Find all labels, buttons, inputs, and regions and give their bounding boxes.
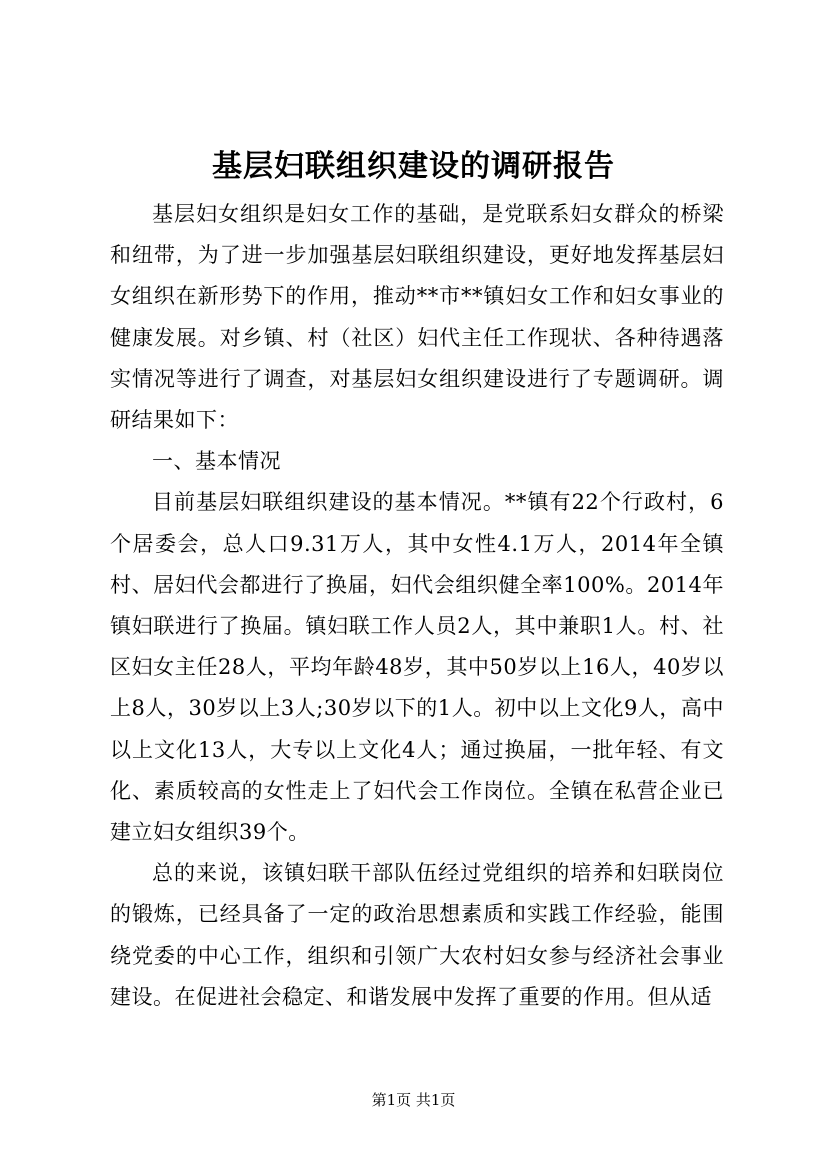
document-title: 基层妇联组织建设的调研报告 bbox=[212, 149, 615, 184]
paragraph-intro: 基层妇女组织是妇女工作的基础，是党联系妇女群众的桥梁和纽带，为了进一步加强基层妇联组织建设，更好地发挥基层妇女组织在新形势下的作用，推动**市**镇妇女工作和妇女事业的健康发展。对乡镇、村（社区）妇代主任工作现状、各种待遇落实情况等进行了调查，对基层妇女组织建设进行了专题调研。调研结果如下： bbox=[110, 202, 724, 433]
document-body bbox=[110, 194, 724, 1018]
paragraph-summary: 总的来说，该镇妇联干部队伍经过党组织的培养和妇联岗位的锻炼，已经具备了一定的政治思想素质和实践工作经验，能围绕党委的中心工作，组织和引领广大农村妇女参与经济社会事业建设。在促进社会稳定、和谐发展中发挥了重要的作用。但从适 bbox=[110, 861, 724, 1009]
paragraph-basic-situation: 目前基层妇联组织建设的基本情况。**镇有22个行政村，6个居委会，总人口9.31万人，其中女性4.1万人，2014年全镇村、居妇代会都进行了换届，妇代会组织健全率100%。2014年镇妇联进行了换届。镇妇联工作人员2人，其中兼职1人。村、社区妇女主任28人，平均年龄48岁，其中50岁以上16人，40岁以上8人，30岁以上3人;30岁以下的1人。初中以上文化9人，高中以上文化13人，大专以上文化4人；通过换届，一批年轻、有文化、素质较高的女性走上了妇代会工作岗位。全镇在私营企业已建立妇女组织39个。 bbox=[110, 490, 724, 845]
page-footer: 第1页 共1页 bbox=[371, 1091, 456, 1109]
section-heading-basic-situation: 一、基本情况 bbox=[152, 449, 281, 474]
